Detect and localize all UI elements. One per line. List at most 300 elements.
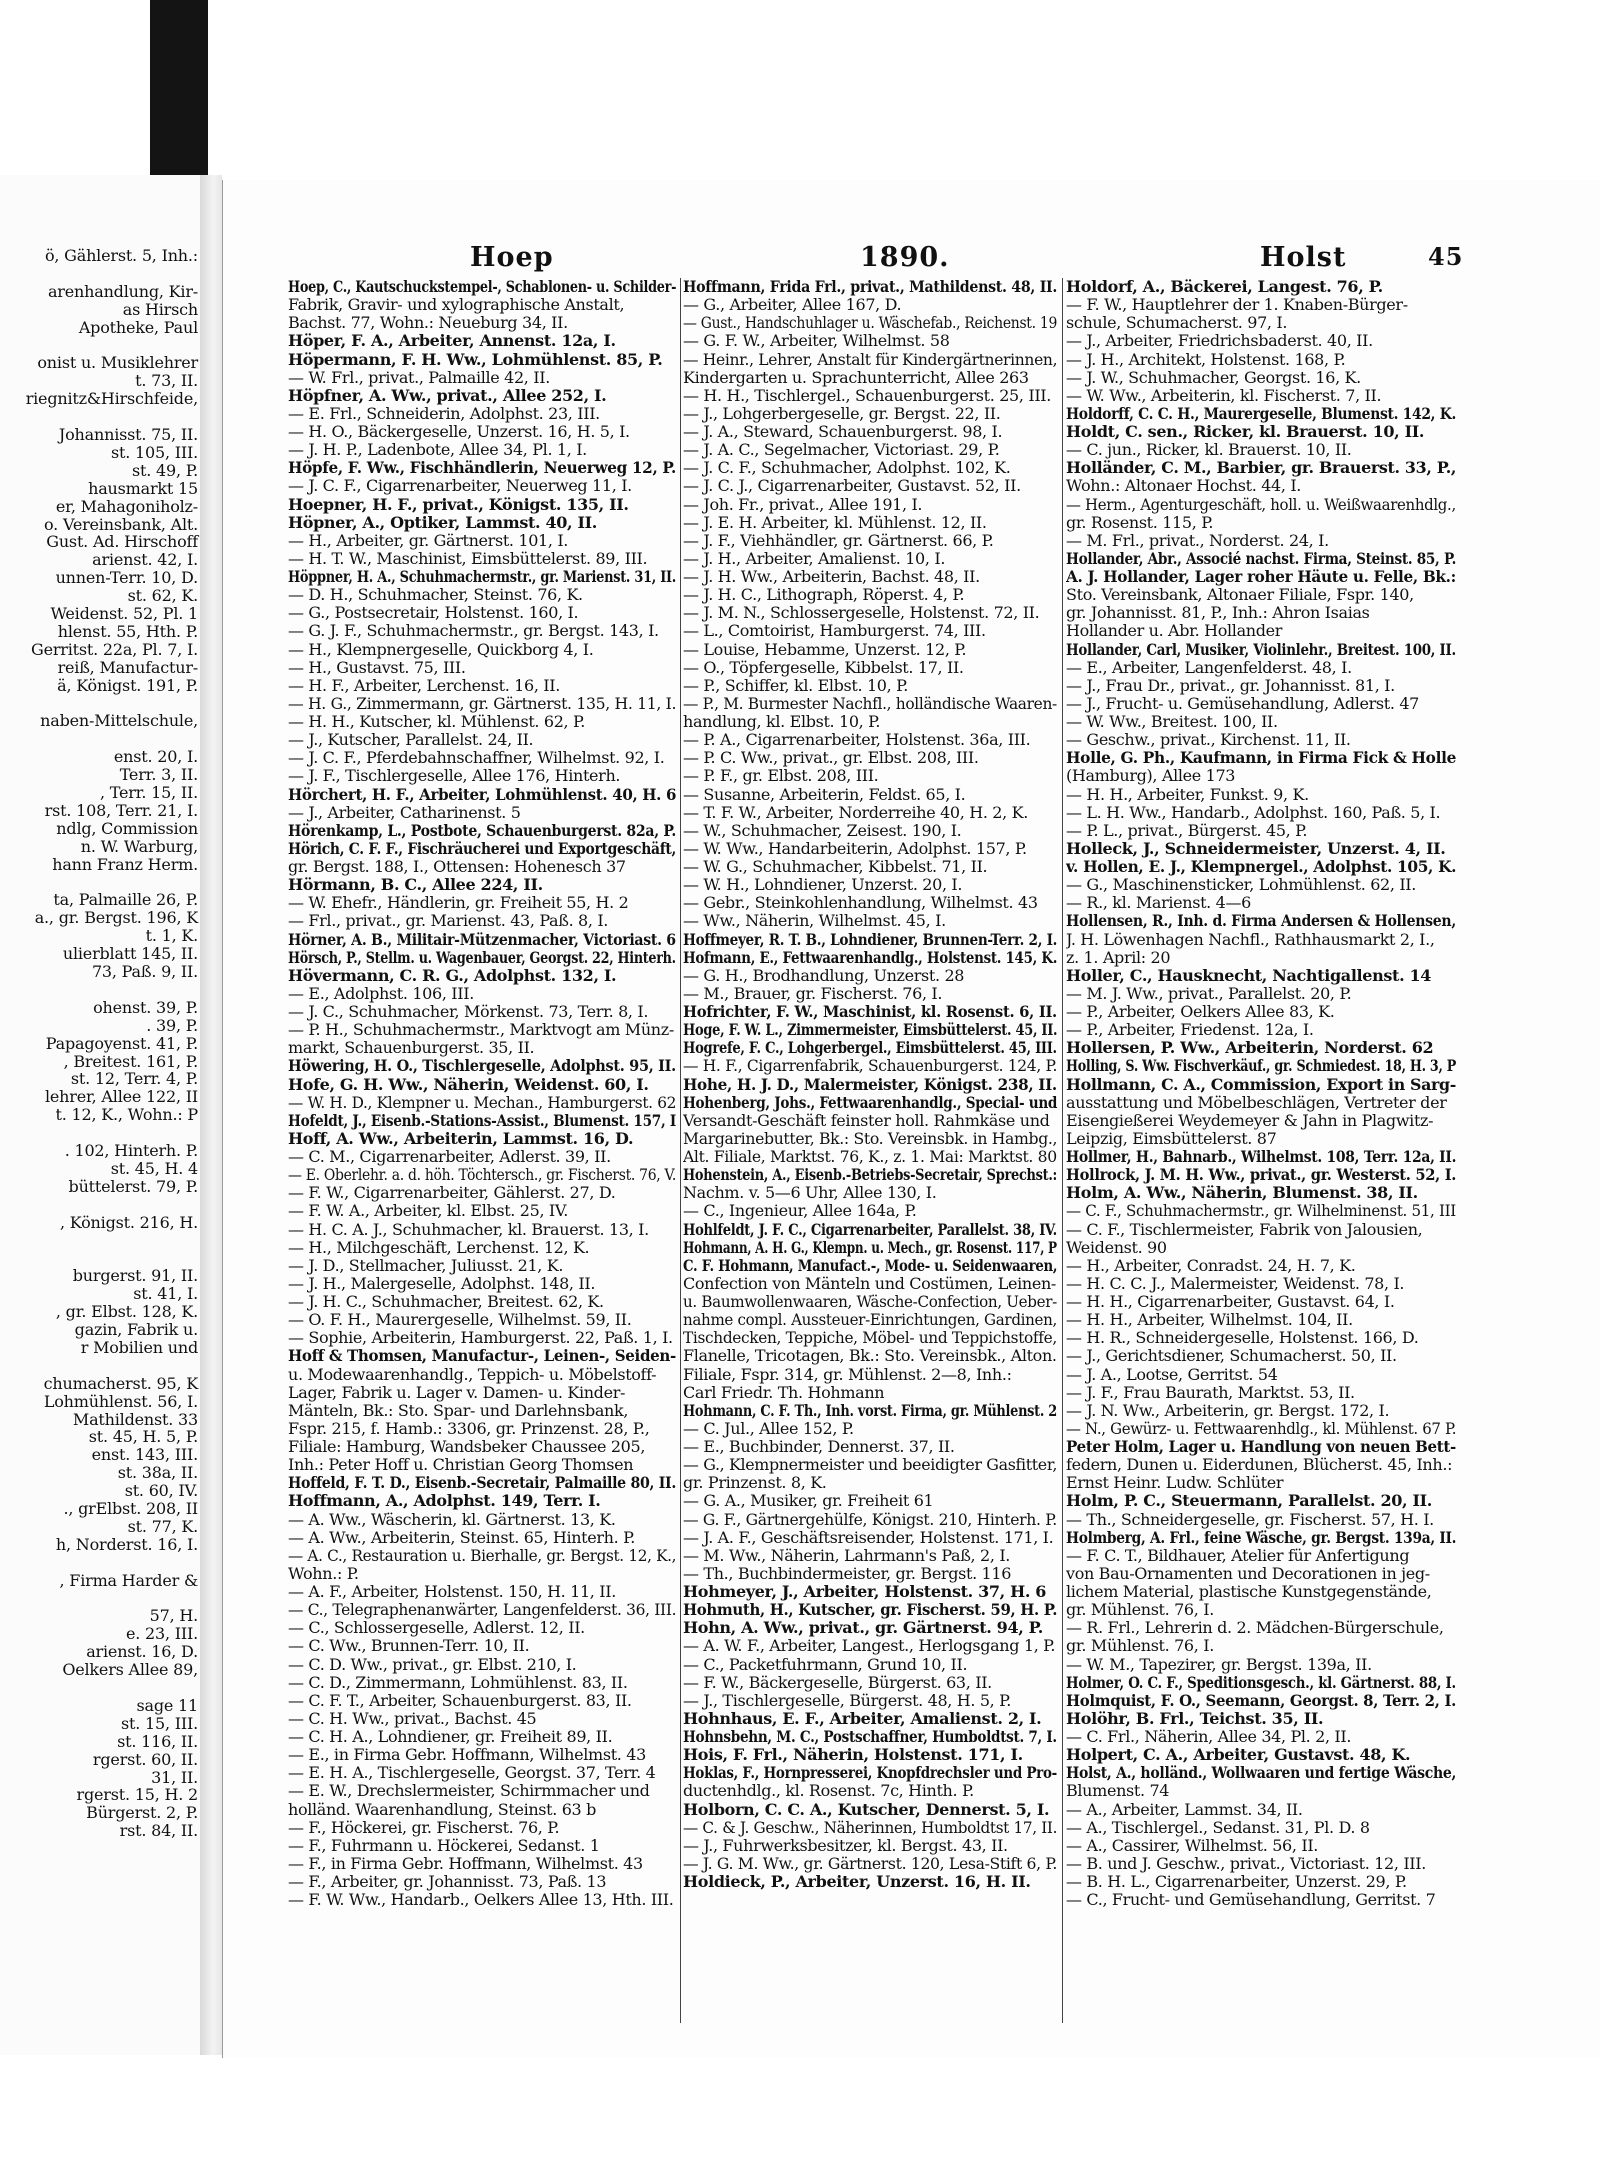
entry-line: — H. G., Zimmermann, gr. Gärtnerst. 135, H. 11, I. — [288, 693, 677, 713]
entry-line: — J. C. F., Pferdebahnschaffner, Wilhelmst. 92, I. — [288, 748, 665, 768]
entry-line: — J. C. F., Schuhmacher, Adolphst. 102, K. — [683, 458, 1011, 478]
entry-line: Sto. Vereinsbank, Altonaer Filiale, Fspr. 140, — [1066, 585, 1414, 605]
entry-line: gr. Rosenst. 115, P. — [1066, 512, 1214, 532]
entry-line: — G., Maschinensticker, Lohmühlenst. 62, II. — [1066, 875, 1416, 895]
entry-heading-line: Holdorf, A., Bäckerei, Langest. 76, P. — [1066, 278, 1383, 296]
previous-page-line: rst. 84, II. — [119, 1821, 198, 1841]
entry-line: Weidenst. 90 — [1066, 1237, 1167, 1257]
previous-page-line: Apotheke, Paul — [78, 317, 198, 337]
previous-page-line: Gerritst. 22a, Pl. 7, I. — [31, 639, 198, 659]
entry-line: — J. C. F., Cigarrenarbeiter, Neuerweg 11, I. — [288, 476, 632, 496]
previous-page-line: as Hirsch — [122, 299, 198, 319]
previous-page-line: st. 77, K. — [127, 1516, 198, 1536]
entry-line: — J. A. C., Segelmacher, Victoriast. 29, P. — [683, 440, 1000, 460]
entry-line: — J. G. M. Ww., gr. Gärtnerst. 120, Lesa-Stift 6, P. — [683, 1853, 1058, 1873]
entry-line: — B. und J. Geschw., privat., Victoriast. 12, III. — [1066, 1853, 1426, 1873]
previous-page-line: unnen-Terr. 10, D. — [55, 568, 198, 588]
entry-line: — F., Höckerei, gr. Fischerst. 76, P. — [288, 1817, 560, 1837]
entry-line: — R. Frl., Lehrerin d. 2. Mädchen-Bürgerschule, — [1066, 1618, 1444, 1638]
entry-heading-line: Hollmann, C. A., Commission, Export in Sarg- — [1066, 1074, 1456, 1094]
header-year: 1890. — [860, 242, 950, 273]
previous-page-line: burgerst. 91, II. — [72, 1266, 198, 1286]
entry-line: — Gust., Handschuhlager u. Wäschefab., Reichenst. 19 — [683, 313, 1058, 333]
previous-page-line: riegnitz&Hirschfeide, — [25, 389, 198, 409]
previous-page-line: Mathildenst. 33 — [72, 1409, 198, 1429]
entry-line: — Heinr., Lehrer, Anstalt für Kindergärtnerinnen, — [683, 349, 1058, 369]
entry-line: (Hamburg), Allee 173 — [1066, 766, 1236, 786]
entry-line: — C. & J. Geschw., Näherinnen, Humboldtst 17, II. — [683, 1817, 1058, 1837]
entry-line: — Susanne, Arbeiterin, Feldst. 65, I. — [683, 784, 966, 804]
entry-line: — C. jun., Ricker, kl. Brauerst. 10, II. — [1066, 440, 1352, 460]
previous-page-line: onist u. Musiklehrer — [37, 353, 198, 373]
previous-page-line: Weidenst. 52, Pl. 1 — [50, 604, 198, 623]
previous-page-line: rgerst. 60, II. — [92, 1749, 198, 1769]
previous-page-line: ta, Palmaille 26, P. — [53, 890, 198, 910]
entry-line: — W. Ww., Arbeiterin, kl. Fischerst. 7, II. — [1066, 385, 1382, 405]
entry-line: Filiale: Hamburg, Wandsbeker Chaussee 205, — [288, 1437, 646, 1456]
previous-page-line: , Breitest. 161, P. — [63, 1051, 198, 1071]
entry-line: — J. F., Viehhändler, gr. Gärtnerst. 66, P. — [683, 530, 994, 550]
entry-heading-line: Holdt, C. sen., Ricker, kl. Brauerst. 10, II. — [1066, 422, 1425, 441]
entry-line: — F. W., Bäckergeselle, Bürgerst. 63, II. — [683, 1672, 992, 1692]
entry-line: — P. C. Ww., privat., gr. Elbst. 208, III. — [683, 748, 979, 768]
entry-line: — P., Arbeiter, Friedenst. 12a, I. — [1066, 1020, 1314, 1040]
entry-line: — H. H., Arbeiter, Funkst. 9, K. — [1066, 784, 1309, 804]
entry-heading-line: Hövermann, C. R. G., Adolphst. 132, I. — [288, 965, 617, 985]
entry-line: Versandt-Geschäft feinster holl. Rahmkäse und — [683, 1110, 1050, 1130]
entry-heading-line: Hohmuth, H., Kutscher, gr. Fischerst. 59, H. P. — [683, 1600, 1058, 1620]
previous-page-line: chumacherst. 95, K — [43, 1373, 198, 1393]
entry-line: — P. A., Cigarrenarbeiter, Holstenst. 36a, III. — [683, 730, 1031, 750]
entry-line: lichem Material, plastische Kunstgegenstände, — [1066, 1582, 1432, 1601]
previous-page-line: gazin, Fabrik u. — [74, 1320, 198, 1339]
entry-line: — P., Arbeiter, Oelkers Allee 83, K. — [1066, 1002, 1335, 1021]
entry-line: Nachm. v. 5—6 Uhr, Allee 130, I. — [683, 1183, 937, 1203]
entry-heading-line: Holle, G. Ph., Kaufmann, in Firma Fick & Holle — [1066, 748, 1457, 768]
previous-page-line: n. W. Warburg, — [80, 836, 198, 856]
entry-line: holländ. Waarenhandlung, Steinst. 63 b — [288, 1799, 596, 1819]
previous-page-line: , Terr. 15, II. — [99, 783, 198, 802]
entry-heading-line: Hoff & Thomsen, Manufactur-, Leinen-, Seiden- — [288, 1346, 676, 1366]
entry-heading-line: Hogrefe, F. C., Lohgerbergel., Eimsbüttelerst. 45, III. — [683, 1038, 1057, 1058]
entry-heading-line: Holborn, C. C. A., Kutscher, Dennerst. 5, I. — [683, 1799, 1050, 1819]
entry-heading-line: Hoepner, H. F., privat., Königst. 135, II. — [288, 494, 629, 514]
entry-line: — W. Frl., privat., Palmaille 42, II. — [288, 367, 550, 387]
entry-line: — E. W., Drechslermeister, Schirmmacher und — [288, 1781, 650, 1801]
entry-line: — G. F., Gärtnergehülfe, Königst. 210, Hinterh. P. — [683, 1509, 1057, 1529]
directory-column-3 — [1066, 278, 1458, 2038]
previous-page-line: t. 1, K. — [145, 926, 198, 946]
entry-line: — F., Fuhrmann u. Höckerei, Sedanst. 1 — [288, 1835, 600, 1855]
entry-heading-line: Höpfner, A. Ww., privat., Allee 252, I. — [288, 385, 607, 405]
entry-heading-line: Hollersen, P. Ww., Arbeiterin, Norderst. 62 — [1066, 1038, 1434, 1058]
entry-line: — C. Jul., Allee 152, P. — [683, 1418, 854, 1438]
entry-line: — F. C. T., Bildhauer, Atelier für Anfertigung — [1066, 1545, 1410, 1565]
entry-line: — L. H. Ww., Handarb., Adolphst. 160, Paß. 5, I. — [1066, 802, 1441, 822]
entry-heading-line: Hollander, Carl, Musiker, Violinlehr., Breitest. 100, II. — [1066, 639, 1456, 659]
entry-line: — C. M., Cigarrenarbeiter, Adlerst. 39, II. — [288, 1147, 611, 1166]
entry-line: — W. Ww., Handarbeiterin, Adolphst. 157, P. — [683, 838, 1027, 858]
entry-line: ausstattung und Möbelbeschlägen, Vertreter der — [1066, 1092, 1447, 1112]
entry-heading-line: Hohnhaus, E. F., Arbeiter, Amalienst. 2, I. — [683, 1708, 1042, 1728]
entry-heading-line: Höpermann, F. H. Ww., Lohmühlenst. 85, P. — [288, 349, 663, 369]
entry-line: — E. Oberlehr. a. d. höh. Töchtersch., gr. Fischerst. 76, V. — [288, 1165, 676, 1185]
entry-heading-line: Hofmann, E., Fettwaarenhandlg., Holstenst. 145, K. — [683, 947, 1058, 967]
entry-line: — J. D., Stellmacher, Juliusst. 21, K. — [288, 1255, 564, 1275]
entry-heading-line: Hoep, C., Kautschuckstempel-, Schablonen- u. Schilder- — [288, 278, 677, 296]
entry-line: Ernst Heinr. Ludw. Schlüter — [1066, 1473, 1284, 1493]
entry-line: — W. Ehefr., Händlerin, gr. Freiheit 55, H. 2 — [288, 893, 629, 913]
entry-line: — J. H. C., Lithograph, Röperst. 4, P. — [683, 585, 965, 605]
entry-heading-line: Hollmer, H., Bahnarb., Wilhelmst. 108, Terr. 12a, II. — [1066, 1147, 1457, 1166]
previous-page-line: ö, Gählerst. 5, Inh.: — [44, 246, 198, 265]
book-binding — [150, 0, 208, 180]
entry-line: — C., Schlossergeselle, Adlerst. 12, II. — [288, 1618, 585, 1638]
entry-line: Carl Friedr. Th. Hohmann — [683, 1382, 885, 1402]
previous-page-line: Bürgerst. 2, P. — [86, 1803, 198, 1823]
entry-line: — C., Ingenieur, Allee 164a, P. — [683, 1201, 917, 1221]
entry-line: — G., Postsecretair, Holstenst. 160, I. — [288, 603, 579, 623]
previous-page-line: , Firma Harder & — [59, 1570, 198, 1590]
entry-line: — H., Milchgeschäft, Lerchenst. 12, K. — [288, 1237, 590, 1257]
entry-heading-line: Hoffeld, F. T. D., Eisenb.-Secretair, Palmaille 80, II. — [288, 1473, 676, 1493]
entry-line: — Th., Schneidergeselle, gr. Fischerst. 57, H. I. — [1066, 1509, 1434, 1529]
entry-line: — W., Schuhmacher, Zeisest. 190, I. — [683, 820, 962, 840]
entry-line: Hollander u. Abr. Hollander — [1066, 621, 1283, 641]
entry-line: — M., Brauer, gr. Fischerst. 76, I. — [683, 983, 943, 1003]
entry-line: Fspr. 215, f. Hamb.: 3306, gr. Prinzenst. 28, P., — [288, 1418, 650, 1438]
entry-heading-line: Hohmeyer, J., Arbeiter, Holstenst. 37, H. 6 — [683, 1582, 1047, 1601]
entry-line: — A. W. F., Arbeiter, Langest., Herlogsgang 1, P. — [683, 1636, 1056, 1656]
entry-line: — H. F., Arbeiter, Lerchenst. 16, II. — [288, 675, 560, 695]
previous-page-line: h, Norderst. 16, I. — [55, 1534, 198, 1554]
previous-page-line: , gr. Elbst. 128, K. — [55, 1302, 198, 1322]
entry-line: — G., Klempnermeister und beeidigter Gasfitter, — [683, 1455, 1058, 1475]
entry-line: markt, Schauenburgerst. 35, II. — [288, 1038, 535, 1058]
entry-line: gr. Mühlenst. 76, I. — [1066, 1600, 1214, 1620]
entry-line: — C. F., Schuhmachermstr., gr. Wilhelminenst. 51, III — [1066, 1201, 1456, 1221]
entry-line: — D. H., Schuhmacher, Steinst. 76, K. — [288, 585, 583, 605]
entry-line: — J., Arbeiter, Friedrichsbaderst. 40, II. — [1066, 331, 1373, 351]
entry-line: — J., Gerichtsdiener, Schumacherst. 50, II. — [1066, 1346, 1397, 1366]
column-divider — [1062, 278, 1063, 2023]
entry-line: — F. W. A., Arbeiter, kl. Elbst. 25, IV. — [288, 1201, 569, 1221]
previous-page-line: er, Mahagoniholz- — [55, 496, 198, 516]
entry-line: J. H. Löwenhagen Nachfl., Rathhausmarkt 2, I., — [1066, 929, 1435, 949]
entry-line: gr. Bergst. 188, I., Ottensen: Hohenesch 37 — [288, 857, 626, 876]
entry-line: — A., Arbeiter, Lammst. 34, II. — [1066, 1799, 1303, 1819]
entry-heading-line: Höper, F. A., Arbeiter, Annenst. 12a, I. — [288, 331, 616, 351]
entry-heading-line: Hoge, F. W. L., Zimmermeister, Eimsbüttelerst. 45, II. — [683, 1020, 1058, 1040]
entry-heading-line: Hohe, H. J. D., Malermeister, Königst. 238, II. — [683, 1074, 1057, 1094]
entry-line: federn, Dunen u. Eiderdunen, Blücherst. 45, Inh.: — [1066, 1455, 1453, 1475]
entry-line: von Bau-Ornamenten und Decorationen in jeg- — [1066, 1563, 1430, 1583]
entry-line: — E., Arbeiter, Langenfelderst. 48, I. — [1066, 657, 1352, 677]
entry-line: Margarinebutter, Bk.: Sto. Vereinsbk. in Hambg., — [683, 1128, 1058, 1148]
entry-line: Filiale, Fspr. 314, gr. Mühlenst. 2—8, Inh.: — [683, 1364, 1012, 1384]
entry-line: — A. Ww., Wäscherin, kl. Gärtnerst. 13, K. — [288, 1509, 616, 1529]
entry-line: — J. H., Architekt, Holstenst. 168, P. — [1066, 349, 1346, 369]
previous-page-line: st. 60, IV. — [124, 1481, 198, 1501]
entry-line: — A. F., Arbeiter, Holstenst. 150, H. 11, II. — [288, 1582, 616, 1601]
entry-line: handlung, kl. Elbst. 10, P. — [683, 712, 881, 731]
entry-line: — H. H., Arbeiter, Wilhelmst. 104, II. — [1066, 1310, 1353, 1330]
entry-line: nahme compl. Aussteuer-Einrichtungen, Gardinen, — [683, 1310, 1057, 1330]
entry-heading-line: A. J. Hollander, Lager roher Häute u. Felle, Bk.: — [1066, 567, 1456, 586]
entry-line: — W. Ww., Breitest. 100, II. — [1066, 712, 1278, 731]
previous-page-line: hausmarkt 15 — [88, 478, 198, 498]
entry-line: schule, Schumacherst. 97, I. — [1066, 313, 1288, 333]
previous-page-line: Lohmühlenst. 56, I. — [43, 1391, 198, 1411]
entry-line: — J. H. P., Ladenbote, Allee 34, Pl. 1, I. — [288, 440, 587, 460]
previous-page-line: Johannisst. 75, II. — [58, 425, 198, 444]
previous-page-line: st. 41, I. — [133, 1284, 198, 1304]
entry-line: — C. H. Ww., privat., Bachst. 45 — [288, 1708, 537, 1728]
entry-line: — W. M., Tapezirer, gr. Bergst. 139a, II. — [1066, 1654, 1372, 1674]
entry-line: — F. W., Hauptlehrer der 1. Knaben-Bürger- — [1066, 295, 1408, 315]
entry-heading-line: Holm, A. Ww., Näherin, Blumenst. 38, II. — [1066, 1183, 1418, 1203]
directory-column-2 — [683, 278, 1059, 2038]
previous-page-line: r Mobilien und — [80, 1337, 198, 1357]
previous-page-line: ndlg, Commission — [56, 818, 198, 838]
entry-line: Tischdecken, Teppiche, Möbel- und Teppichstoffe, — [683, 1328, 1057, 1348]
entry-line: — C. Ww., Brunnen-Terr. 10, II. — [288, 1636, 530, 1656]
entry-line: Fabrik, Gravir- und xylographische Anstalt, — [288, 295, 625, 315]
entry-heading-line: Hollrock, J. M. H. Ww., privat., gr. Westerst. 52, I. — [1066, 1165, 1457, 1185]
entry-line: Flanelle, Tricotagen, Bk.: Sto. Vereinsbk., Alton. — [683, 1346, 1057, 1366]
entry-heading-line: Hofrichter, F. W., Maschinist, kl. Rosenst. 6, II. — [683, 1002, 1057, 1021]
entry-heading-line: Holler, C., Hausknecht, Nachtigallenst. 14 — [1066, 965, 1432, 985]
entry-line: — E. H. A., Tischlergeselle, Georgst. 37, Terr. 4 — [288, 1763, 656, 1783]
entry-heading-line: Hohnsbehn, M. C., Postschaffner, Humboldtst. 7, I. — [683, 1727, 1057, 1746]
previous-page-line: . 102, Hinterh. P. — [64, 1141, 198, 1160]
entry-line: — R., kl. Marienst. 4—6 — [1066, 893, 1251, 913]
entry-line: — J., Kutscher, Parallelst. 24, II. — [288, 730, 534, 750]
previous-page-line: hann Franz Herm. — [52, 854, 198, 874]
previous-page-line: st. 49, P. — [132, 460, 198, 480]
previous-page-line: st. 105, III. — [111, 442, 198, 462]
entry-heading-line: Hörchert, H. F., Arbeiter, Lohmühlenst. 40, H. 6 — [288, 784, 677, 804]
previous-page-line: ., grElbst. 208, II — [63, 1499, 198, 1518]
entry-line: — J. A. F., Geschäftsreisender, Holstenst. 171, I. — [683, 1527, 1054, 1547]
entry-line: — M. Ww., Näherin, Lahrmann's Paß, 2, I. — [683, 1545, 1011, 1565]
entry-line: — E., in Firma Gebr. Hoffmann, Wilhelmst. 43 — [288, 1745, 646, 1765]
entry-line: — C. H. A., Lohndiener, gr. Freiheit 89, II. — [288, 1727, 613, 1746]
entry-heading-line: Hörmann, B. C., Allee 224, II. — [288, 875, 543, 895]
entry-line: — Louise, Hebamme, Unzerst. 12, P. — [683, 639, 967, 659]
entry-line: — E. Frl., Schneiderin, Adolphst. 23, III. — [288, 403, 600, 423]
header-last-entry: Holst — [1260, 242, 1347, 273]
entry-line: — M. Frl., privat., Norderst. 24, I. — [1066, 530, 1329, 550]
entry-heading-line: Hofeldt, J., Eisenb.-Stations-Assist., Blumenst. 157, I — [288, 1110, 676, 1130]
previous-page-line: Papagoyenst. 41, P. — [45, 1033, 198, 1053]
previous-page-line: ulierblatt 145, II. — [62, 944, 198, 964]
entry-line: Alt. Filiale, Marktst. 76, K., z. 1. Mai: Marktst. 80 — [683, 1147, 1057, 1166]
entry-line: — C., Frucht- und Gemüsehandlung, Gerritst. 7 — [1066, 1890, 1436, 1910]
previous-page-line: st. 45, H. 5, P. — [88, 1427, 198, 1447]
entry-line: — J. A., Steward, Schauenburgerst. 98, I. — [683, 422, 1003, 441]
entry-heading-line: Hoffmann, A., Adolphst. 149, Terr. I. — [288, 1491, 601, 1511]
entry-line: — H. T. W., Maschinist, Eimsbüttelerst. 89, III. — [288, 548, 648, 568]
entry-line: — Joh. Fr., privat., Allee 191, I. — [683, 494, 923, 514]
entry-heading-line: Hohenstein, A., Eisenb.-Betriebs-Secretair, Sprechst.: — [683, 1165, 1058, 1185]
entry-line: — J., Frau Dr., privat., gr. Johannisst. 81, I. — [1066, 675, 1395, 695]
entry-heading-line: Holpert, C. A., Arbeiter, Gustavst. 48, K. — [1066, 1745, 1411, 1765]
previous-page-line: büttelerst. 79, P. — [68, 1176, 198, 1196]
previous-page-line: rst. 108, Terr. 21, I. — [44, 800, 198, 820]
previous-page-line: rgerst. 15, H. 2 — [76, 1785, 198, 1805]
entry-line: Wohn.: P. — [288, 1563, 359, 1583]
entry-line: Eisengießerei Weydemeyer & Jahn in Plagwitz- — [1066, 1110, 1434, 1130]
entry-line: — J., Frucht- u. Gemüsehandlung, Adlerst. 47 — [1066, 693, 1419, 713]
previous-page-line: , Königst. 216, H. — [60, 1212, 198, 1232]
previous-page-line: st. 62, K. — [127, 586, 198, 606]
entry-heading-line: Hohenberg, Johs., Fettwaarenhandlg., Special- und — [683, 1092, 1058, 1112]
entry-heading-line: Hohlfeldt, J. F. C., Cigarrenarbeiter, Parallelst. 38, IV. — [683, 1219, 1057, 1239]
entry-line: — J. F., Frau Baurath, Marktst. 53, II. — [1066, 1382, 1355, 1402]
entry-line: ductenhdlg., kl. Rosenst. 7c, Hinth. P. — [683, 1781, 974, 1801]
entry-line: Blumenst. 74 — [1066, 1781, 1170, 1801]
entry-line: — P., M. Burmester Nachfl., holländische Waaren- — [683, 693, 1057, 713]
header-first-entry: Hoep — [470, 242, 554, 273]
previous-page-line: arienst. 16, D. — [86, 1642, 198, 1662]
entry-line: — G. H., Brodhandlung, Unzerst. 28 — [683, 965, 965, 985]
previous-page-line: Gust. Ad. Hirschoff — [46, 532, 198, 552]
entry-line: — H. C. A. J., Schuhmacher, kl. Brauerst. 13, I. — [288, 1219, 649, 1239]
entry-line: — C. Frl., Näherin, Allee 34, Pl. 2, II. — [1066, 1727, 1352, 1746]
entry-line: Wohn.: Altonaer Hochst. 44, I. — [1066, 476, 1302, 496]
entry-line: — C., Telegraphenanwärter, Langenfelderst. 36, III. — [288, 1600, 677, 1620]
entry-heading-line: Holdorff, C. C. H., Maurergeselle, Blumenst. 142, K. — [1066, 403, 1457, 423]
entry-line: — A., Cassirer, Wilhelmst. 56, II. — [1066, 1835, 1319, 1855]
entry-line: — C. D. Ww., privat., gr. Elbst. 210, I. — [288, 1654, 577, 1674]
entry-heading-line: Holst, A., holländ., Wollwaaren und fertige Wäsche, — [1066, 1763, 1457, 1783]
page-header — [280, 242, 1464, 274]
directory-column-1 — [288, 278, 678, 2038]
previous-page-line: arienst. 42, I. — [92, 550, 198, 570]
entry-line: Inh.: Peter Hoff u. Christian Georg Thomsen — [288, 1455, 634, 1475]
entry-line: u. Baumwollenwaaren, Wäsche-Confection, Ueber- — [683, 1292, 1057, 1311]
entry-line: — W. G., Schuhmacher, Kibbelst. 71, II. — [683, 857, 988, 876]
entry-line: — J. H. C., Schuhmacher, Breitest. 62, K. — [288, 1292, 604, 1311]
entry-heading-line: Peter Holm, Lager u. Handlung von neuen Bett- — [1066, 1437, 1456, 1456]
entry-line: — F., in Firma Gebr. Hoffmann, Wilhelmst. 43 — [288, 1853, 643, 1873]
entry-line: — H. H., Cigarrenarbeiter, Gustavst. 64, I. — [1066, 1292, 1395, 1311]
previous-page-line: st. 45, H. 4 — [110, 1158, 198, 1178]
entry-line: — P. L., privat., Bürgerst. 45, P. — [1066, 820, 1308, 840]
entry-heading-line: Hohn, A. Ww., privat., gr. Gärtnerst. 94, P. — [683, 1618, 1043, 1638]
previous-page-line: t. 73, II. — [135, 371, 198, 391]
entry-line: — H. F., Cigarrenfabrik, Schauenburgerst. 124, P. — [683, 1056, 1058, 1076]
entry-heading-line: Hoff, A. Ww., Arbeiterin, Lammst. 16, D. — [288, 1128, 634, 1148]
entry-line: Mänteln, Bk.: Sto. Spar- und Darlehnsbank, — [288, 1400, 629, 1420]
entry-line: — H. C. C. J., Malermeister, Weidenst. 78, I. — [1066, 1273, 1405, 1293]
entry-heading-line: Hörsch, P., Stellm. u. Wagenbauer, Georgst. 22, Hinterh. — [288, 947, 676, 967]
entry-line: — W. H. D., Klempner u. Mechan., Hamburgerst. 62 — [288, 1092, 677, 1112]
entry-line: — J., Lohgerbergeselle, gr. Bergst. 22, II. — [683, 403, 1001, 423]
entry-line: — H. H., Tischlergel., Schauenburgerst. 25, III. — [683, 385, 1051, 405]
entry-line: — J. H., Malergeselle, Adolphst. 148, II. — [288, 1273, 596, 1293]
previous-page-line: 73, Paß. 9, II. — [91, 962, 198, 981]
entry-line: — Frl., privat., gr. Marienst. 43, Paß. 8, I. — [288, 911, 609, 931]
previous-page-line: reiß, Manufactur- — [57, 657, 198, 677]
entry-line: u. Modewaarenhandlg., Teppich- u. Möbelstoff- — [288, 1364, 657, 1384]
entry-heading-line: C. F. Hohmann, Manufact.-, Mode- u. Seidenwaaren, — [683, 1255, 1058, 1275]
previous-page-line: . 39, P. — [146, 1015, 198, 1035]
previous-page-line: enst. 20, I. — [113, 747, 198, 767]
column-divider — [680, 278, 681, 2023]
previous-page-line: st. 116, II. — [117, 1731, 198, 1751]
entry-line: — P., Schiffer, kl. Elbst. 10, P. — [683, 675, 909, 695]
entry-heading-line: Hoffmeyer, R. T. B., Lohndiener, Brunnen-Terr. 2, I. — [683, 929, 1058, 949]
entry-line: — Sophie, Arbeiterin, Hamburgerst. 22, Paß. 1, I. — [288, 1328, 673, 1348]
entry-heading-line: v. Hollen, E. J., Klempnergel., Adolphst. 105, K. — [1066, 857, 1457, 876]
entry-line: gr. Mühlenst. 76, I. — [1066, 1636, 1214, 1656]
previous-page-line: 57, H. — [149, 1606, 198, 1626]
entry-line: — G., Arbeiter, Allee 167, D. — [683, 295, 902, 315]
entry-line: — F. W., Cigarrenarbeiter, Gählerst. 27, D. — [288, 1183, 616, 1203]
entry-line: z. 1. April: 20 — [1066, 947, 1171, 967]
entry-line: — J. H., Arbeiter, Amalienst. 10, I. — [683, 548, 946, 568]
entry-line: — F., Arbeiter, gr. Johannisst. 73, Paß. 13 — [288, 1872, 607, 1891]
entry-line: — H., Arbeiter, gr. Gärtnerst. 101, I. — [288, 530, 569, 550]
previous-page-line: sage 11 — [136, 1695, 198, 1715]
entry-line: — E., Adolphst. 106, III. — [288, 983, 474, 1003]
entry-line: — H., Arbeiter, Conradst. 24, H. 7, K. — [1066, 1255, 1356, 1275]
previous-page-line: naben-Mittelschule, — [40, 711, 198, 731]
entry-line: — G. A., Musiker, gr. Freiheit 61 — [683, 1491, 934, 1511]
previous-page-line: o. Vereinsbank, Alt. — [44, 514, 198, 534]
entry-heading-line: Hohmann, A. H. G., Klempn. u. Mech., gr. Rosenst. 117, P — [683, 1237, 1057, 1257]
previous-page-line: 31, II. — [151, 1767, 198, 1787]
entry-heading-line: Höpner, A., Optiker, Lammst. 40, II. — [288, 512, 597, 532]
previous-page-line: ä, Königst. 191, P. — [57, 675, 198, 695]
entry-heading-line: Hollander, Abr., Associé nachst. Firma, Steinst. 85, P. — [1066, 548, 1457, 568]
entry-line: — J., Tischlergeselle, Bürgerst. 48, H. 5, P. — [683, 1690, 1012, 1710]
entry-heading-line: Holdieck, P., Arbeiter, Unzerst. 16, H. II. — [683, 1872, 1031, 1891]
entry-heading-line: Hollensen, R., Inh. d. Firma Andersen & Hollensen, — [1066, 911, 1456, 931]
previous-page-line: st. 38a, II. — [117, 1463, 198, 1483]
entry-line: Kindergarten u. Sprachunterricht, Allee 263 — [683, 367, 1029, 387]
entry-line: — P. F., gr. Elbst. 208, III. — [683, 766, 879, 786]
previous-page-line: st. 12, Terr. 4, P. — [70, 1069, 198, 1089]
previous-page-line: arenhandlung, Kir- — [47, 281, 198, 301]
entry-line: — Ww., Näherin, Wilhelmst. 45, I. — [683, 911, 946, 931]
entry-line: — J. H. Ww., Arbeiterin, Bachst. 48, II. — [683, 567, 980, 586]
previous-page-line: hlenst. 55, Hth. P. — [57, 621, 198, 641]
entry-line: Confection von Mänteln und Costümen, Leinen- — [683, 1273, 1056, 1293]
previous-page-line: Oelkers Allee 89, — [62, 1660, 198, 1680]
entry-line: — H. O., Bäckergeselle, Unzerst. 16, H. 5, I. — [288, 422, 630, 441]
entry-line: — C. F. T., Arbeiter, Schauenburgerst. 83, II. — [288, 1690, 632, 1710]
entry-heading-line: Höppner, H. A., Schuhmachermstr., gr. Marienst. 31, II. — [288, 567, 676, 586]
entry-line: gr. Prinzenst. 8, K. — [683, 1473, 827, 1493]
entry-line: — Herm., Agenturgeschäft, holl. u. Weißwaarenhdlg., — [1066, 494, 1456, 514]
entry-heading-line: Hörenkamp, L., Postbote, Schauenburgerst. 82a, P. — [288, 820, 676, 840]
previous-page-line: a., gr. Bergst. 196, K — [34, 908, 198, 928]
entry-line: — J. C. J., Cigarrenarbeiter, Gustavst. 52, II. — [683, 476, 1021, 496]
entry-line: — J. E. H. Arbeiter, kl. Mühlenst. 12, II. — [683, 512, 987, 532]
entry-line: — O. F. H., Maurergeselle, Wilhelmst. 59, II. — [288, 1310, 632, 1330]
entry-line: — Geschw., privat., Kirchenst. 11, II. — [1066, 730, 1351, 750]
entry-line: — G. F. W., Arbeiter, Wilhelmst. 58 — [683, 331, 950, 351]
entry-heading-line: Hois, F. Frl., Näherin, Holstenst. 171, I. — [683, 1745, 1023, 1765]
entry-line: gr. Johannisst. 81, P., Inh.: Ahron Isaias — [1066, 603, 1370, 623]
entry-line: — G. J. F., Schuhmachermstr., gr. Bergst. 143, I. — [288, 621, 659, 641]
entry-heading-line: Hoklas, F., Hornpresserei, Knopfdrechsler und Pro- — [683, 1763, 1057, 1783]
entry-line: — J. W., Schuhmacher, Georgst. 16, K. — [1066, 367, 1361, 387]
entry-heading-line: Holmberg, A. Frl., feine Wäsche, gr. Bergst. 139a, II. — [1066, 1527, 1457, 1547]
